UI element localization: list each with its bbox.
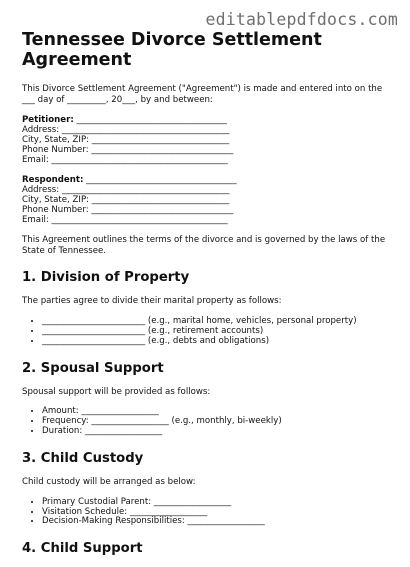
custody-intro: Child custody will be arranged as below: [22, 477, 196, 487]
visitation-schedule-field[interactable]: • Visitation Schedule: __________________ [42, 508, 392, 518]
decision-making-field[interactable]: • Decision-Making Responsibilities: __________________ [42, 517, 392, 527]
watermark: editablepdfdocs.com [205, 10, 398, 29]
property-list [22, 317, 392, 347]
petitioner-label: Petitioner: [22, 115, 74, 126]
spousal-list [22, 407, 392, 437]
petitioner-email-field[interactable]: Email: _________________________________________ [22, 155, 228, 166]
petitioner-block [22, 115, 392, 165]
respondent-phone-field[interactable]: Phone Number: _________________________________ [22, 205, 234, 216]
section-heading-child-support: 4. Child Support [22, 541, 143, 557]
property-item[interactable]: • ________________________ (e.g., debts and obligations) [42, 337, 392, 347]
petitioner-name-field[interactable]: ___________________________________ [76, 115, 227, 126]
spousal-duration-field[interactable]: • Duration: __________________ [42, 427, 392, 437]
petitioner-name-line [22, 115, 392, 125]
petitioner-city-field[interactable]: City, State, ZIP: ________________________________ [22, 135, 230, 146]
document-page [22, 30, 392, 567]
petitioner-address-field[interactable]: Address: _______________________________________ [22, 125, 230, 136]
property-item[interactable]: • ________________________ (e.g., retirement accounts) [42, 327, 392, 337]
respondent-name-line [22, 175, 392, 185]
spousal-intro: Spousal support will be provided as follows: [22, 386, 211, 397]
property-intro: The parties agree to divide their marital property as follows: [22, 296, 282, 307]
petitioner-phone-field[interactable]: Phone Number: _________________________________ [22, 145, 234, 156]
respondent-city-field[interactable]: City, State, ZIP: ________________________________ [22, 195, 230, 206]
governing-law-paragraph: This Agreement outlines the terms of the divorce and is governed by the laws of the State of Tennessee. [22, 235, 386, 256]
respondent-label: Respondent: [22, 175, 84, 186]
intro-paragraph: This Divorce Settlement Agreement ("Agreement") is made and entered into on the ___ day of _________, 20___, by and between: [22, 84, 383, 105]
custodial-parent-field[interactable]: • Primary Custodial Parent: __________________ [42, 498, 392, 508]
section-heading-property: 1. Division of Property [22, 270, 190, 286]
respondent-address-field[interactable]: Address: _______________________________________ [22, 185, 230, 196]
section-heading-child-custody: 3. Child Custody [22, 451, 144, 466]
document-title: Tennessee Divorce Settlement Agreement [22, 30, 322, 70]
custody-list [22, 498, 392, 528]
spousal-amount-field[interactable]: • Amount: __________________ [42, 407, 392, 417]
property-item[interactable]: • ________________________ (e.g., marital home, vehicles, personal property) [42, 317, 392, 327]
respondent-email-field[interactable]: Email: _________________________________________ [22, 215, 228, 226]
respondent-block [22, 175, 392, 225]
section-heading-spousal-support: 2. Spousal Support [22, 360, 164, 376]
spousal-frequency-field[interactable]: • Frequency: __________________ (e.g., monthly, bi-weekly) [42, 417, 392, 427]
respondent-name-field[interactable]: ___________________________________ [86, 175, 237, 186]
